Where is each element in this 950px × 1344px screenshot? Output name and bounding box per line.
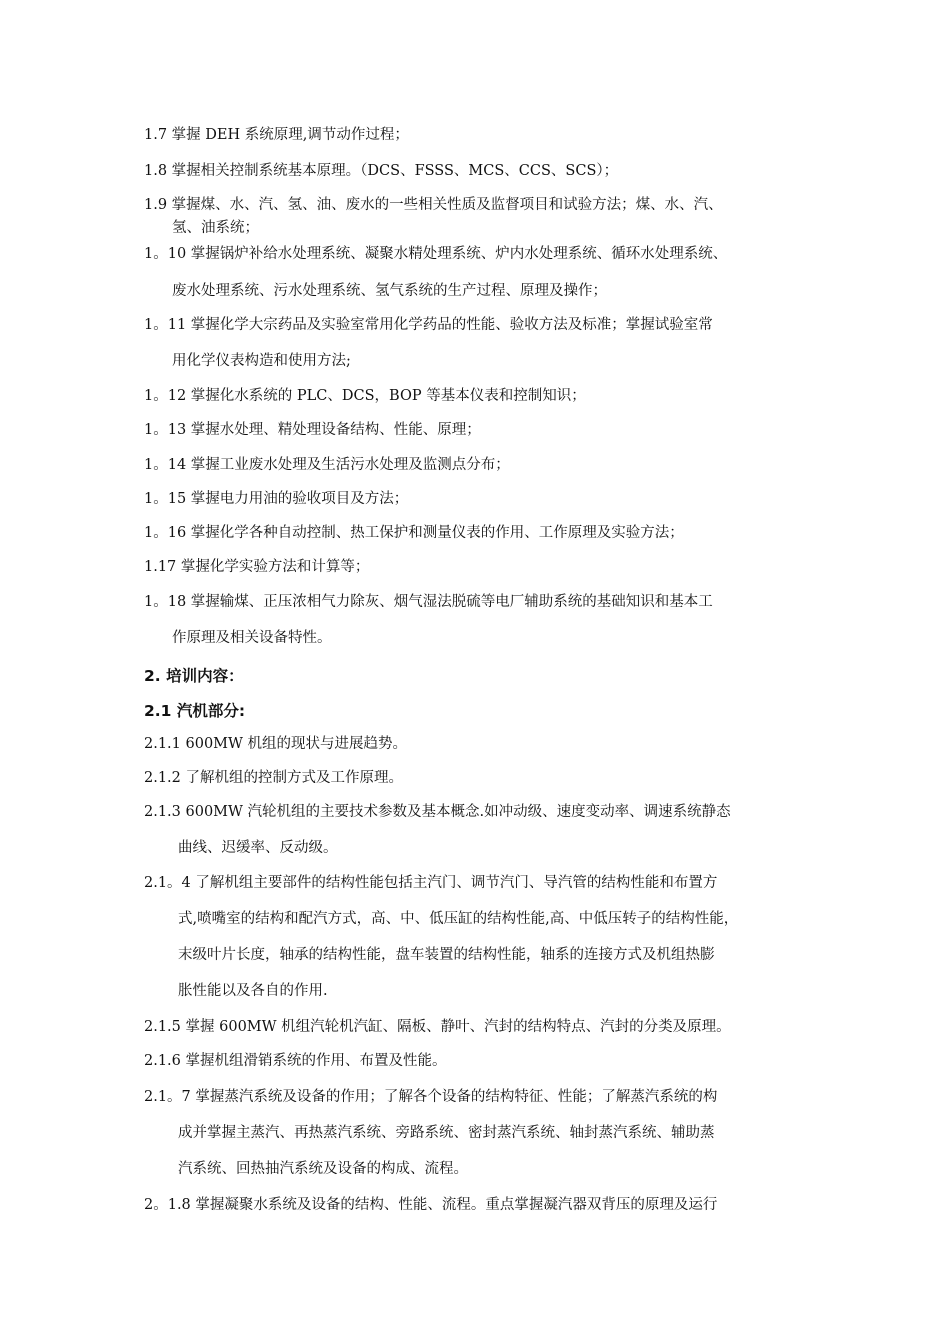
item-line: 2.1.6 掌握机组滑销系统的作用、布置及性能。: [144, 1053, 447, 1069]
list-item: [144, 1018, 731, 1036]
item-line: 1.17 掌握化学实验方法和计算等；: [144, 559, 370, 575]
item-line: 1。10 掌握锅炉补给水处理系统、凝聚水精处理系统、炉内水处理系统、循环水处理系统、: [144, 246, 728, 262]
item-line: 1.7 掌握 DEH 系统原理,调节动作过程；: [144, 127, 409, 143]
list-item: [144, 874, 738, 1000]
item-line: 2.1.3 600MW 汽轮机组的主要技术参数及基本概念.如冲动级、速度变动率、调速系统静态: [144, 804, 731, 820]
item-line: 1。14 掌握工业废水处理及生活污水处理及监测点分布；: [144, 457, 510, 473]
list-item: [144, 1052, 447, 1070]
item-line: 1.8 掌握相关控制系统基本原理。（DCS、FSSS、MCS、CCS、SCS）；: [144, 163, 619, 179]
list-item: [144, 769, 403, 787]
item-line: 作原理及相关设备特性。: [172, 630, 332, 646]
item-line: 1。13 掌握水处理、精处理设备结构、性能、原理；: [144, 422, 481, 438]
item-line: 2.1.2 了解机组的控制方式及工作原理。: [144, 770, 404, 786]
item-line: 1.9 掌握煤、水、汽、氢、油、废水的一些相关性质及监督项目和试验方法；煤、水、汽、: [144, 197, 723, 213]
item-line: 氢、油系统；: [172, 220, 259, 236]
item-line: 1。15 掌握电力用油的验收项目及方法；: [144, 491, 409, 507]
list-item: [144, 803, 731, 857]
list-item: [144, 524, 684, 542]
item-line: 2.1.1 600MW 机组的现状与进展趋势。: [144, 736, 408, 752]
item-line: 2.1。7 掌握蒸汽系统及设备的作用；了解各个设备的结构特征、性能；了解蒸汽系统的构: [144, 1089, 718, 1105]
list-item: [144, 558, 369, 576]
list-item: [144, 1196, 717, 1214]
section-heading-turbine: 2.1 汽机部分:: [144, 702, 246, 720]
list-item: [144, 421, 481, 439]
list-item: [144, 316, 713, 370]
item-line: 成并掌握主蒸汽、再热蒸汽系统、旁路系统、密封蒸汽系统、轴封蒸汽系统、辅助蒸: [178, 1125, 715, 1141]
item-line: 胀性能以及各自的作用.: [178, 983, 328, 999]
item-line: 1。12 掌握化水系统的 PLC、DCS，BOP 等基本仪表和控制知识；: [144, 388, 586, 404]
list-item: [144, 387, 586, 405]
list-item: [144, 593, 713, 647]
item-line: 1。11 掌握化学大宗药品及实验室常用化学药品的性能、验收方法及标准；掌握试验室常: [144, 317, 713, 333]
section-heading-training: 2. 培训内容：: [144, 667, 244, 685]
list-item: [144, 490, 408, 508]
item-line: 1。18 掌握输煤、正压浓相气力除灰、烟气湿法脱硫等电厂辅助系统的基础知识和基本工: [144, 594, 713, 610]
list-item: [144, 245, 727, 300]
item-line: 1。16 掌握化学各种自动控制、热工保护和测量仪表的作用、工作原理及实验方法；: [144, 525, 684, 541]
item-line: 2.1。4 了解机组主要部件的结构性能包括主汽门、调节汽门、导汽管的结构性能和布置方: [144, 875, 718, 891]
item-line: 废水处理系统、污水处理系统、氢气系统的生产过程、原理及操作；: [172, 283, 607, 299]
item-line: 2。1.8 掌握凝聚水系统及设备的结构、性能、流程。重点掌握凝汽器双背压的原理及运行: [144, 1197, 718, 1213]
list-item: [144, 1088, 717, 1178]
item-line: 用化学仪表构造和使用方法;: [172, 353, 351, 369]
list-item: [144, 735, 407, 753]
item-line: 式,喷嘴室的结构和配汽方式，高、中、低压缸的结构性能,高、中低压转子的结构性能，: [178, 911, 739, 927]
item-line: 末级叶片长度，轴承的结构性能，盘车装置的结构性能，轴系的连接方式及机组热膨: [178, 947, 715, 963]
item-line: 曲线、迟缓率、反动级。: [178, 840, 338, 856]
list-item: [144, 126, 409, 144]
item-line: 2.1.5 掌握 600MW 机组汽轮机汽缸、隔板、静叶、汽封的结构特点、汽封的分类及原理。: [144, 1019, 731, 1035]
list-item: [144, 196, 723, 237]
list-item: [144, 162, 618, 180]
item-line: 汽系统、回热抽汽系统及设备的构成、流程。: [178, 1161, 468, 1177]
list-item: [144, 456, 510, 474]
